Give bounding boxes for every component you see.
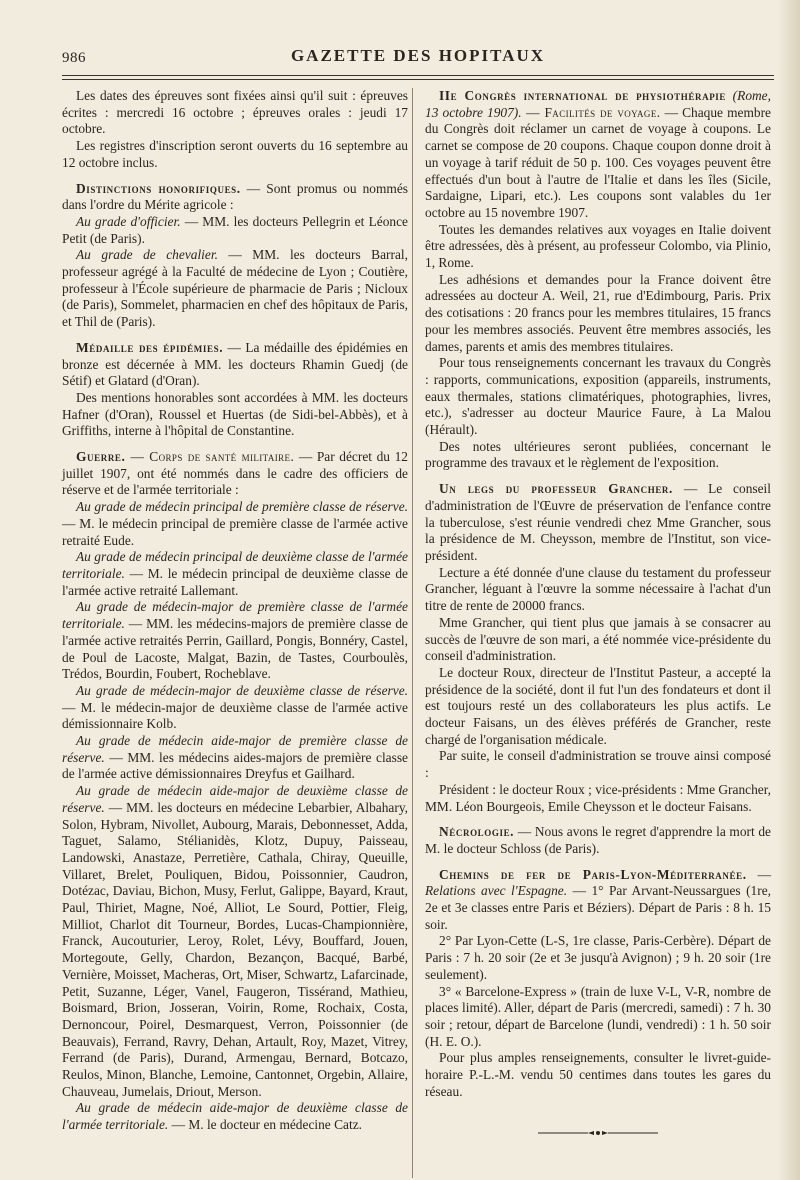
grade-label: Au grade de médecin aide-major de deuxième classe de l'armée territoriale. xyxy=(62,1100,408,1133)
header-rule-top xyxy=(62,75,774,76)
grade-paragraph xyxy=(62,499,408,549)
grade-text: — M. le médecin-major de deuxième classe de l'armée active démissionnaire Kolb. xyxy=(62,699,408,732)
grade-label: Au grade de médecin-major de deuxième classe de réserve. xyxy=(76,682,408,698)
grade-paragraph xyxy=(62,733,408,783)
grade-text: — MM. les médecins-majors de première classe de l'armée active retraités Perrin, Gaillard, Pongis, Bonnéry, Castel, de Poul de Lacoste, Malgat, Bazin, de Tastes, Courboulès, Trédos, Bourdin, Foubert, Rocheblave. xyxy=(62,616,408,682)
legs-paragraph: Par suite, le conseil d'administration se trouve ainsi composé : xyxy=(425,748,771,781)
congres-paragraph: Des notes ultérieures seront publiées, concernant le programme des travaux et le règlement de l'exposition. xyxy=(425,438,771,471)
grade-label: Au grade de médecin aide-major de première classe de réserve. xyxy=(62,733,408,765)
grade-text: — M. le médecin principal de première classe de l'armée active retraité Eude. xyxy=(62,515,408,548)
grade-label: Au grade de médecin-major de première classe de l'armée territoriale. xyxy=(62,599,408,632)
guerre-heading: Guerre. xyxy=(76,449,126,465)
medaille-section xyxy=(62,340,408,390)
congres-section xyxy=(425,88,771,222)
necrologie-text: — Nous avons le regret d'apprendre la mort de M. le docteur Schloss (de Paris). xyxy=(425,824,771,856)
grade-text: — MM. les médecins aides-majors de première classe de l'armée active démissionnaires Dreyfus et Gailhard. xyxy=(62,749,408,782)
chevalier-label: Au grade de chevalier. xyxy=(76,247,218,263)
distinctions-heading: Distinctions honorifiques. xyxy=(76,180,241,196)
legs-paragraph: Le docteur Roux, directeur de l'Institut Pasteur, a accepté la présidence de la société, dont il fut l'un des fondateurs et dont il est toujours resté un des collaborateurs les plus actifs. Le docteur Faisans, un des élèves préférés de Grancher, reste chargé de l'organisation médicale. xyxy=(425,664,771,747)
grade-text: — M. le médecin principal de deuxième classe de l'armée active retraité Lallemant. xyxy=(62,565,408,598)
right-column xyxy=(425,88,771,1138)
necrologie-heading: Nécrologie. xyxy=(439,824,515,840)
distinctions-intro: — Sont promus ou nommés dans l'ordre du Mérite agricole : xyxy=(62,180,408,213)
grade-text: — M. le docteur en médecine Catz. xyxy=(168,1117,362,1133)
officier-text: — MM. les docteurs Pellegrin et Léonce Petit (de Paris). xyxy=(62,213,408,246)
page-number: 986 xyxy=(62,50,86,66)
end-ornament xyxy=(538,1128,658,1138)
grade-label: Au grade de médecin aide-major de deuxième classe de réserve. xyxy=(62,783,408,815)
congres-paragraph: Pour tous renseignements concernant les travaux du Congrès : rapports, communications, exposition (appareils, instruments, eaux thermales, stations climatériques, photographies, livres, etc.), s'adresser au docteur Maurice Faure, à La Malou (Hérault). xyxy=(425,355,771,438)
chemins-label: Relations avec l'Espagne. xyxy=(425,883,568,899)
chevalier-paragraph xyxy=(62,247,408,331)
chemins-dash: — xyxy=(746,866,771,882)
mentions-paragraph: Des mentions honorables sont accordées à MM. les docteurs Hafner (d'Oran), Roussel et Huertas (de Sidi-bel-Abbès), et à Griffiths, interne à l'hôpital de Constantine. xyxy=(62,389,408,439)
medaille-text: — La médaille des épidémies en bronze est décernée à MM. les docteurs Rhamin Guedj (de Sétif) et Glatard (d'Oran). xyxy=(62,339,408,389)
guerre-text: — Par décret du 12 juillet 1907, ont été nommés dans le cadre des officiers de réserve et de l'armée territoriale : xyxy=(62,449,409,498)
officier-label: Au grade d'officier. xyxy=(76,213,181,229)
header-rule-bottom xyxy=(62,79,774,80)
distinctions-section xyxy=(62,181,408,214)
chemins-text: — 1° Par Arvant-Neussargues (1re, 2e et 3e classes entre Paris et Béziers). Départ de Paris : 8 h. 15 soir. xyxy=(425,883,771,932)
grade-paragraph xyxy=(62,1100,408,1133)
guerre-subheading: — Corps de santé militaire. xyxy=(125,449,295,465)
chemins-section xyxy=(425,867,771,934)
grade-paragraph xyxy=(62,599,408,683)
congres-place: (Rome, 13 octobre 1907). xyxy=(425,88,771,120)
legs-paragraph: Président : le docteur Roux ; vice-présidents : Mme Grancher, MM. Léon Bourgeois, Emile Cheysson et le docteur Faisans. xyxy=(425,781,771,814)
congres-text: — Chaque membre du Congrès doit réclamer un carnet de voyage à coupons. Le carnet se compose de 20 coupons. Chaque coupon donne droit à un voyage à tarif réduit de 50 p. 100. Ces voyages peuvent être effectués d'un bout à l'autre de l'Italie et dans les îles (Sicile, Sardaigne, Lipari, etc.). Les coupons sont valables du 1er octobre au 15 novembre 1907. xyxy=(425,104,771,220)
chevalier-text: — MM. les docteurs Barral, professeur agrégé à la Faculté de médecine de Lyon ; Coutière, professeur à l'École supérieure de pharmacie de Paris ; Nicloux (de Paris), Sommelet, pharmacien en chef des hôpitaux de Paris, et Thil de (Paris). xyxy=(62,247,408,330)
chemins-paragraph: Pour plus amples renseignements, consulter le livret-guide-horaire P.-L.-M. vendu 50 centimes dans toutes les gares du réseau. xyxy=(425,1050,771,1099)
necrologie-section xyxy=(425,824,771,857)
officier-paragraph xyxy=(62,214,408,247)
medaille-heading: Médaille des épidémies. xyxy=(76,339,224,355)
column-divider xyxy=(412,88,413,1178)
legs-heading: Un legs du professeur Grancher. xyxy=(439,481,673,497)
chemins-heading: Chemins de fer de Paris-Lyon-Méditerranée. xyxy=(439,866,747,882)
congres-paragraph: Les adhésions et demandes pour la France doivent être adressées au docteur A. Weil, 21, rue d'Edimbourg, Paris. Prix des cotisations : 20 francs pour les membres titulaires, 15 francs pour les membres associés. Peuvent être membres associés, les dames, parents et amis des membres titulaires. xyxy=(425,271,771,354)
legs-paragraph: Mme Grancher, qui tient plus que jamais à se consacrer au succès de l'œuvre de son mari, a été nommée vice-présidente du conseil d'administration. xyxy=(425,614,771,664)
legs-paragraph: Lecture a été donnée d'une clause du testament du professeur Grancher, léguant à l'œuvre la somme nécessaire à l'achat d'un titre de rente de 20000 francs. xyxy=(425,564,771,614)
guerre-section xyxy=(62,449,408,499)
chemins-paragraph: 2° Par Lyon-Cette (L-S, 1re classe, Paris-Cerbère). Départ de Paris : 7 h. 20 soir (2e et 3e jusqu'à Avignon) ; 9 h. 20 soir (1re seulement). xyxy=(425,933,771,982)
grade-label: Au grade de médecin principal de deuxième classe de l'armée territoriale. xyxy=(62,549,408,581)
grade-label: Au grade de médecin principal de première classe de réserve. xyxy=(76,499,408,515)
congres-heading: IIe Congrès international de physiothérapie xyxy=(439,88,726,103)
congres-paragraph: Toutes les demandes relatives aux voyages en Italie doivent être adressées, dès à présent, au professeur Colombo, via Plinio, 1, Rome. xyxy=(425,221,771,271)
chemins-paragraph: 3° « Barcelone-Express » (train de luxe V-L, V-R, nombre de places limité). Aller, départ de Paris (mercredi, samedi) : 7 h. 30 soir ; retour, départ de Barcelone (lundi, vendredi) : 1 h. 50 soir (H. E. O.). xyxy=(425,983,771,1049)
registration-paragraph: Les registres d'inscription seront ouverts du 16 septembre au 12 octobre inclus. xyxy=(62,138,408,170)
legs-text: — Le conseil d'administration de l'Œuvre de préservation de l'enfance contre la tuberculose, s'est réunie vendredi chez Mme Grancher, sous la présidence de M. Cheysson, membre de l'Institut, son vice-président. xyxy=(425,481,771,563)
exam-dates-paragraph: Les dates des épreuves sont fixées ainsi qu'il suit : épreuves écrites : mercredi 16 octobre ; épreuves orales : jeudi 17 octobre. xyxy=(62,88,408,137)
grade-paragraph xyxy=(62,549,408,599)
page-edge xyxy=(778,0,800,1180)
left-column xyxy=(62,88,408,1134)
page-header xyxy=(62,42,774,72)
legs-section xyxy=(425,481,771,565)
journal-title: GAZETTE DES HOPITAUX xyxy=(290,46,546,65)
congres-subheading: — Facilités de voyage. xyxy=(521,104,661,120)
grade-text: — MM. les docteurs en médecine Lebarbier, Albahary, Solon, Hybram, Nivollet, Aubourg, Marais, Debonnesset, Adda, Taguet, Salamo, Stélianidès, Klotz, Dupuy, Paisseau, Landowski, Anastaze, Perretière, Cathala, Chiray, Queuille, Villaret, Brelet, Pouliquen, Bidou, Poissonnier, Caudron, Dotézac, Daviau, Bichon, Musy, Ferlut, Galippe, Bayard, Kraut, Paul, Thiriet, Magne, Noé, Alliot, Le Sourd, Pottier, Fleig, Milliot, Charlot dit Tourneur, Bordes, Lucas-Championnière, Franck, Aucouturier, Leroy, Rolet, Lévy, Bouffard, Jouen, Mortegoute, Gelly, Chardon, Bezançon, Bacqué, Barbé, Vernière, Moisset, Macheras, Ort, Miser, Schwartz, Lafarcinade, Petit, Suzanne, Léger, Vanel, Faugeron, Tissérand, Mathieu, Boismard, Brion, Josseran, Voirin, Rome, Rochaix, Costa, Dernoncour, Poirel, Desmarquest, Verron, Poissonnier (de Beauvais), Ferrand, Ravry, Dehan, Artault, Roy, Mazet, Vitrey, Ferrand (de Paris), Durand, Armengau, Bernard, Botcazo, Reulos, Minon, Blanche, Lemoine, Cantonnet, Orgebin, Allaire, Chauveau, Jumelais, Driout, Merson. xyxy=(62,799,408,1099)
grade-paragraph xyxy=(62,683,408,733)
grade-paragraph xyxy=(62,783,408,1100)
